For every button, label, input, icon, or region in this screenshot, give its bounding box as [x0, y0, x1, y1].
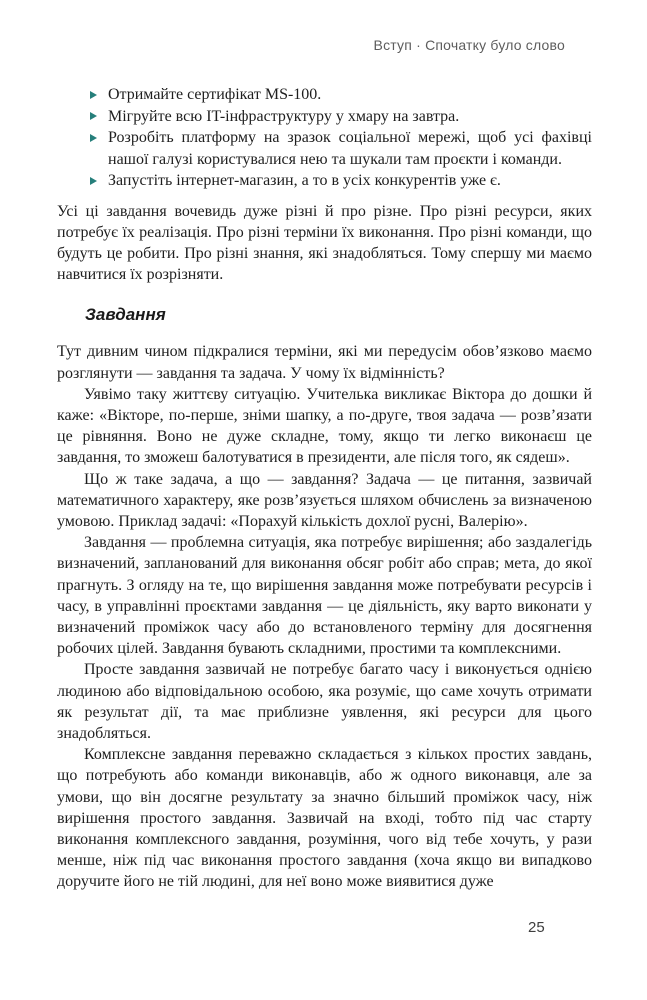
list-item — [57, 170, 592, 192]
section-heading: Завдання — [85, 305, 166, 325]
running-head-text: Вступ · Спочатку було слово — [373, 37, 565, 53]
bullet-triangle-icon — [90, 91, 97, 99]
body-paragraph: Що ж таке задача, а що — завдання? Задача — це питання, зазвичай математичного характеру, яке розв’язується шляхом обчислень за визначеною умовою. Приклад задачі: «Порахуй кількість дохлої русні, Валерію». — [57, 470, 592, 530]
body-paragraph: Тут дивним чином підкралися терміни, які ми передусім обов’язково маємо розглянути — завдання та задача. У чому їх відмінність? — [57, 343, 592, 382]
page-number: 25 — [528, 919, 545, 936]
body-paragraph: Уявімо таку життєву ситуацію. Учителька викликає Віктора до дошки й каже: «Вікторе, по-перше, зніми шапку, а по-друге, твоя задача — розв’язати це рівняння. Воно не дуже складне, тому, якщо ти легко виконаєш це завдання, то зможеш балотуватися в президенти, але після того, як сядеш». — [57, 385, 592, 467]
bullet-triangle-icon — [90, 112, 97, 120]
body-paragraph: Комплексне завдання переважно складається з кількох простих завдань, що потребують або команди виконавців, або ж одного виконавця, але за умови, що він досягне результату за значно більший проміжок часу, ніж вирішення простого завдання. Зазвичай на вході, тобто під час старту виконання комплексного завдання, розуміння, чого від тебе хочуть, у рази менше, ніж під час виконання простого завдання (хоча якщо ви випадково доручите його не тій людині, для неї воно може виявитися дуже — [57, 746, 592, 891]
body-paragraph: Просте завдання зазвичай не потребує багато часу і виконується однією людиною або відповідальною особою, яка розуміє, що саме хочуть отримати як результат дії, та має приблизне уявлення, які ресурси для цього знадобляться. — [57, 661, 592, 742]
running-head — [57, 36, 592, 54]
bullet-triangle-icon — [90, 177, 97, 185]
list-item-text: Мігруйте всю IT-інфраструктуру у хмару на завтра. — [108, 107, 460, 125]
list-item-text: Розробіть платформу на зразок соціальної мережі, щоб усі фахівці нашої галузі користувалися нею та шукали там проєкти і команди. — [108, 129, 592, 168]
list-item — [57, 127, 592, 170]
list-item-text: Запустіть інтернет-магазин, а то в усіх конкурентів уже є. — [108, 172, 501, 189]
list-item — [57, 84, 592, 106]
intro-paragraph: Усі ці завдання вочевидь дуже різні й про різне. Про різні ресурси, яких потребує їх реалізація. Про різні терміни їх виконання. Про різні команди, що будуть це робити. Про різні знання, які знадобляться. Тому спершу ми маємо навчитися їх розрізняти. — [57, 202, 592, 284]
section-paragraphs — [57, 341, 592, 892]
bullet-triangle-icon — [90, 134, 97, 142]
list-item — [57, 106, 592, 128]
bullet-list — [57, 84, 592, 192]
body-paragraph: Завдання — проблемна ситуація, яка потребує вирішення; або заздалегідь визначений, запланований для виконання обсяг робіт або справ; мета, до якої прагнуть. З огляду на те, що вирішення завдання може потребувати ресурсів і часу, в управлінні проєктами завдання — це діяльність, яку варто виконати у визначений проміжок часу або до встановленого терміну для досягнення робочих цілей. Завдання бувають складними, простими та комплексними. — [57, 534, 592, 658]
list-item-text: Отримайте сертифікат MS-100. — [108, 86, 322, 103]
